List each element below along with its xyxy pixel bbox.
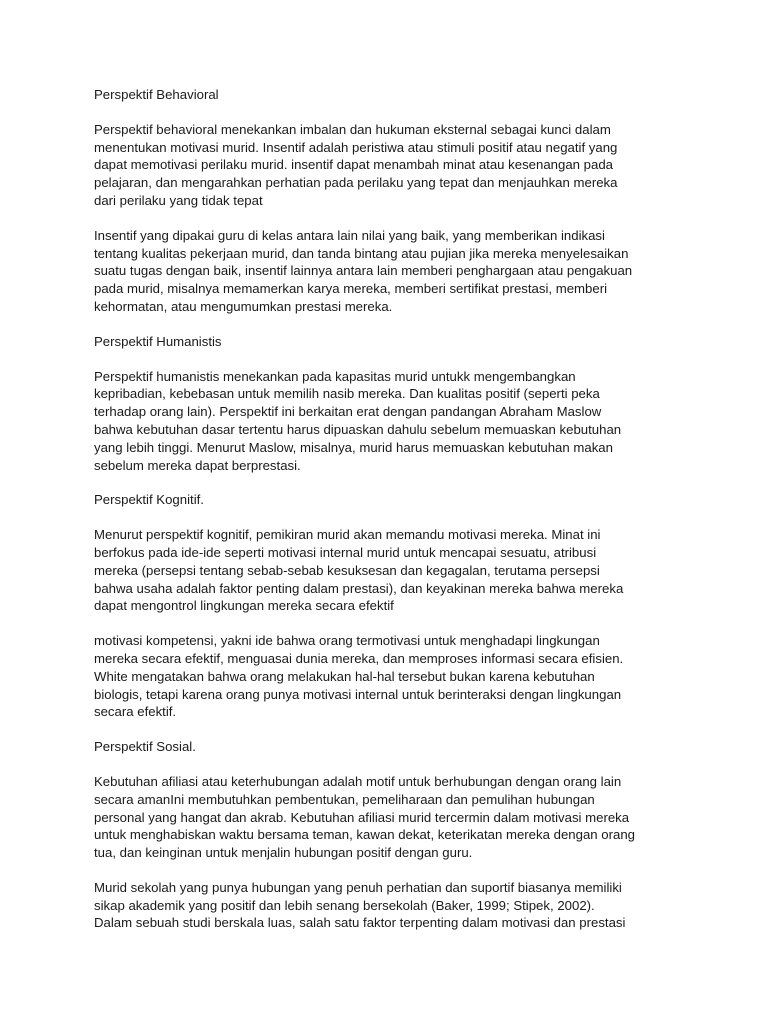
text-line: Perspektif Kognitif.	[94, 492, 204, 508]
text-line: terhadap orang lain). Perspektif ini berkaitan erat dengan pandangan Abraham Maslow	[94, 404, 602, 420]
text-line: dapat memotivasi perilaku murid. insentif dapat menambah minat atau kesenangan pada	[94, 157, 614, 173]
text-line: White mengatakan bahwa orang melakukan hal-hal tersebut bukan karena kebutuhan	[94, 668, 595, 684]
text-line: motivasi kompetensi, yakni ide bahwa orang termotivasi untuk menghadapi lingkungan	[94, 633, 600, 649]
text-line: pelajaran, dan mengarahkan perhatian pada perilaku yang tepat dan menjauhkan mereka	[94, 175, 618, 191]
body-paragraph	[94, 773, 708, 862]
text-line: dari perilaku yang tidak tepat	[94, 192, 263, 208]
text-line: bahwa usaha adalah faktor penting dalam prestasi), dan keyakinan mereka bahwa mereka	[94, 580, 624, 596]
text-line: bahwa kebutuhan dasar tertentu harus dipuaskan dahulu sebelum memuaskan kebutuhan	[94, 421, 622, 437]
body-paragraph	[94, 368, 708, 475]
text-line: Murid sekolah yang punya hubungan yang penuh perhatian dan suportif biasanya memiliki	[94, 879, 622, 895]
text-line: sikap akademik yang positif dan lebih senang bersekolah (Baker, 1999; Stipek, 2002).	[94, 897, 595, 913]
text-line: Perspektif humanistis menekankan pada kapasitas murid untukk mengembangkan	[94, 368, 576, 384]
text-line: Kebutuhan afiliasi atau keterhubungan adalah motif untuk berhubungan dengan orang lain	[94, 773, 622, 789]
text-line: Perspektif Sosial.	[94, 739, 196, 755]
text-line: Menurut perspektif kognitif, pemikiran murid akan memandu motivasi mereka. Minat ini	[94, 527, 601, 543]
text-line: personal yang hangat dan akrab. Kebutuhan afiliasi murid tercermin dalam motivasi mereka	[94, 809, 630, 825]
section-heading	[94, 491, 708, 509]
text-line: sebelum mereka dapat berprestasi.	[94, 457, 301, 473]
text-line: menentukan motivasi murid. Insentif adalah peristiwa atau stimuli positif atau negatif yang	[94, 139, 618, 155]
body-paragraph	[94, 632, 708, 721]
text-line: tua, dan keinginan untuk menjalin hubungan positif dengan guru.	[94, 845, 473, 861]
text-line: berfokus pada ide-ide seperti motivasi internal murid untuk mencapai sesuatu, atribusi	[94, 544, 597, 560]
body-paragraph	[94, 879, 708, 932]
text-line: tentang kualitas pekerjaan murid, dan tanda bintang atau pujian jika mereka menyelesaikan	[94, 245, 629, 261]
document-body	[94, 86, 708, 932]
body-paragraph	[94, 227, 708, 316]
text-line: Perspektif Humanistis	[94, 333, 222, 349]
text-line: kehormatan, atau mengumumkan prestasi mereka.	[94, 298, 393, 314]
text-line: yang lebih tinggi. Menurut Maslow, misalnya, murid harus memuaskan kebutuhan makan	[94, 439, 613, 455]
text-line: secara efektif.	[94, 704, 177, 720]
text-line: Insentif yang dipakai guru di kelas antara lain nilai yang baik, yang memberikan indikasi	[94, 227, 605, 243]
section-heading	[94, 333, 708, 351]
text-line: mereka (persepsi tentang sebab-sebab kesuksesan dan kegagalan, terutama persepsi	[94, 562, 600, 578]
text-line: biologis, tetapi karena orang punya motivasi internal untuk berinteraksi dengan lingkungan	[94, 686, 622, 702]
section-heading	[94, 738, 708, 756]
text-line: secara amanIni membutuhkan pembentukan, pemeliharaan dan pemulihan hubungan	[94, 791, 595, 807]
text-line: pada murid, misalnya memamerkan karya mereka, memberi sertifikat prestasi, memberi	[94, 281, 608, 297]
text-line: suatu tugas dengan baik, insentif lainnya antara lain memberi penghargaan atau pengakuan	[94, 263, 633, 279]
section-heading	[94, 86, 708, 104]
body-paragraph	[94, 121, 708, 210]
text-line: mereka secara efektif, menguasai dunia mereka, dan memproses informasi secara efisien.	[94, 650, 624, 666]
text-line: Dalam sebuah studi berskala luas, salah satu faktor terpenting dalam motivasi dan prestasi	[94, 915, 626, 931]
text-line: kepribadian, kebebasan untuk memilih nasib mereka. Dan kualitas positif (seperti peka	[94, 386, 600, 402]
body-paragraph	[94, 526, 708, 615]
text-line: untuk menghabiskan waktu bersama teman, kawan dekat, keterikatan mereka dengan orang	[94, 827, 636, 843]
text-line: Perspektif behavioral menekankan imbalan dan hukuman eksternal sebagai kunci dalam	[94, 121, 611, 137]
text-line: dapat mengontrol lingkungan mereka secara efektif	[94, 598, 394, 614]
text-line: Perspektif Behavioral	[94, 87, 219, 102]
